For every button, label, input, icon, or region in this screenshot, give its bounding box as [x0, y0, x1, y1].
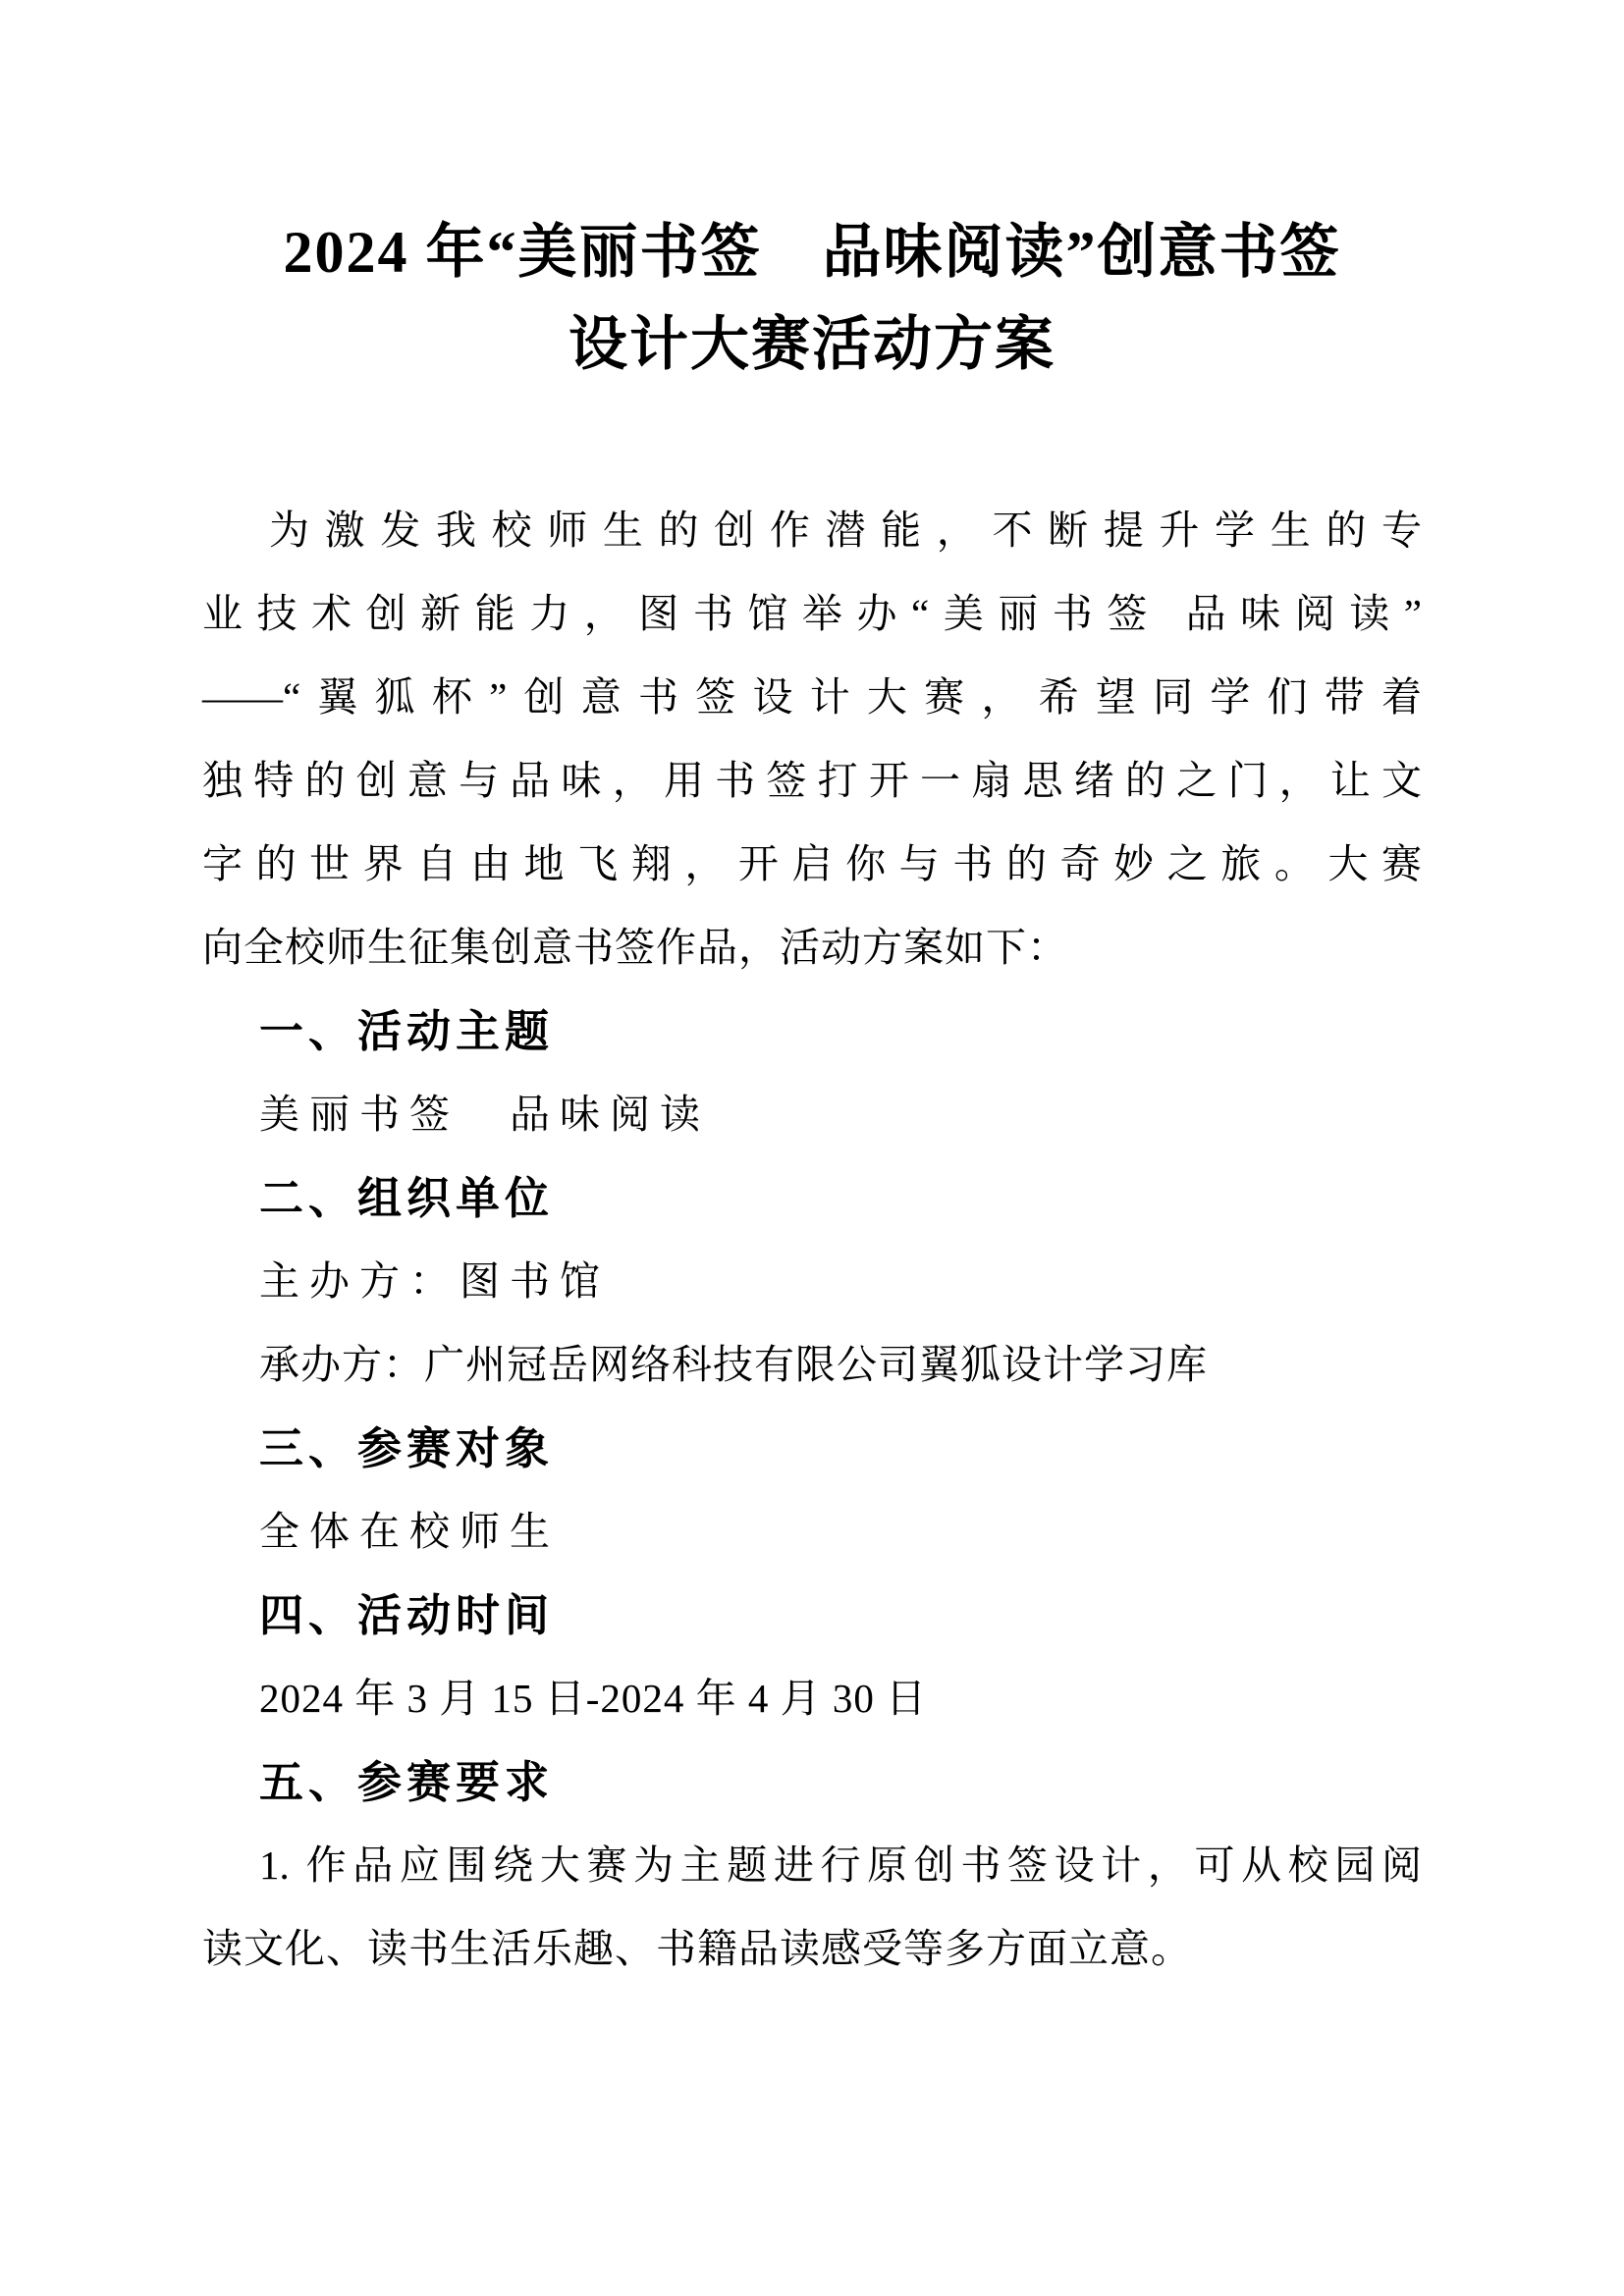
section-line: 2024 年 3 月 15 日-2024 年 4 月 30 日	[259, 1676, 928, 1721]
intro-line: 业技术创新能力，图书馆举办“美丽书签 品味阅读”	[202, 591, 1422, 636]
section-heading: 五、参赛要求	[259, 1757, 555, 1807]
section-line: 美丽书签 品味阅读	[259, 1092, 710, 1137]
section-heading: 四、活动时间	[259, 1590, 555, 1640]
section-line: 主办方：图书馆	[259, 1258, 610, 1304]
title-line-1: 2024 年“美丽书签 品味阅读”创意书签	[283, 220, 1341, 285]
section-line: 读文化、读书生活乐趣、书籍品读感受等多方面立意。	[202, 1926, 1192, 1971]
intro-line: 为激发我校师生的创作潜能，不断提升学生的专	[269, 507, 1422, 553]
section-line: 1. 作品应围绕大赛为主题进行原创书签设计，可从校园阅	[259, 1842, 1422, 1888]
section-line: 承办方：广州冠岳网络科技有限公司翼狐设计学习库	[259, 1342, 1208, 1387]
section-heading: 一、活动主题	[259, 1006, 555, 1056]
document-body	[202, 489, 1422, 1991]
intro-line: ——“翼狐杯”创意书签设计大赛，希望同学们带着	[202, 674, 1422, 720]
section-line: 全体在校师生	[259, 1509, 560, 1554]
intro-line: 独特的创意与品味，用书签打开一扇思绪的之门，让文	[202, 758, 1422, 803]
title-line-2: 设计大赛活动方案	[568, 312, 1056, 377]
section-heading: 二、组织单位	[259, 1173, 555, 1223]
document-title	[202, 206, 1422, 391]
section-heading: 三、参赛对象	[259, 1423, 555, 1473]
intro-line: 字的世界自由地飞翔，开启你与书的奇妙之旅。大赛	[202, 841, 1422, 886]
document-content	[0, 206, 1624, 1991]
intro-line: 向全校师生征集创意书签作品，活动方案如下：	[202, 925, 1068, 970]
